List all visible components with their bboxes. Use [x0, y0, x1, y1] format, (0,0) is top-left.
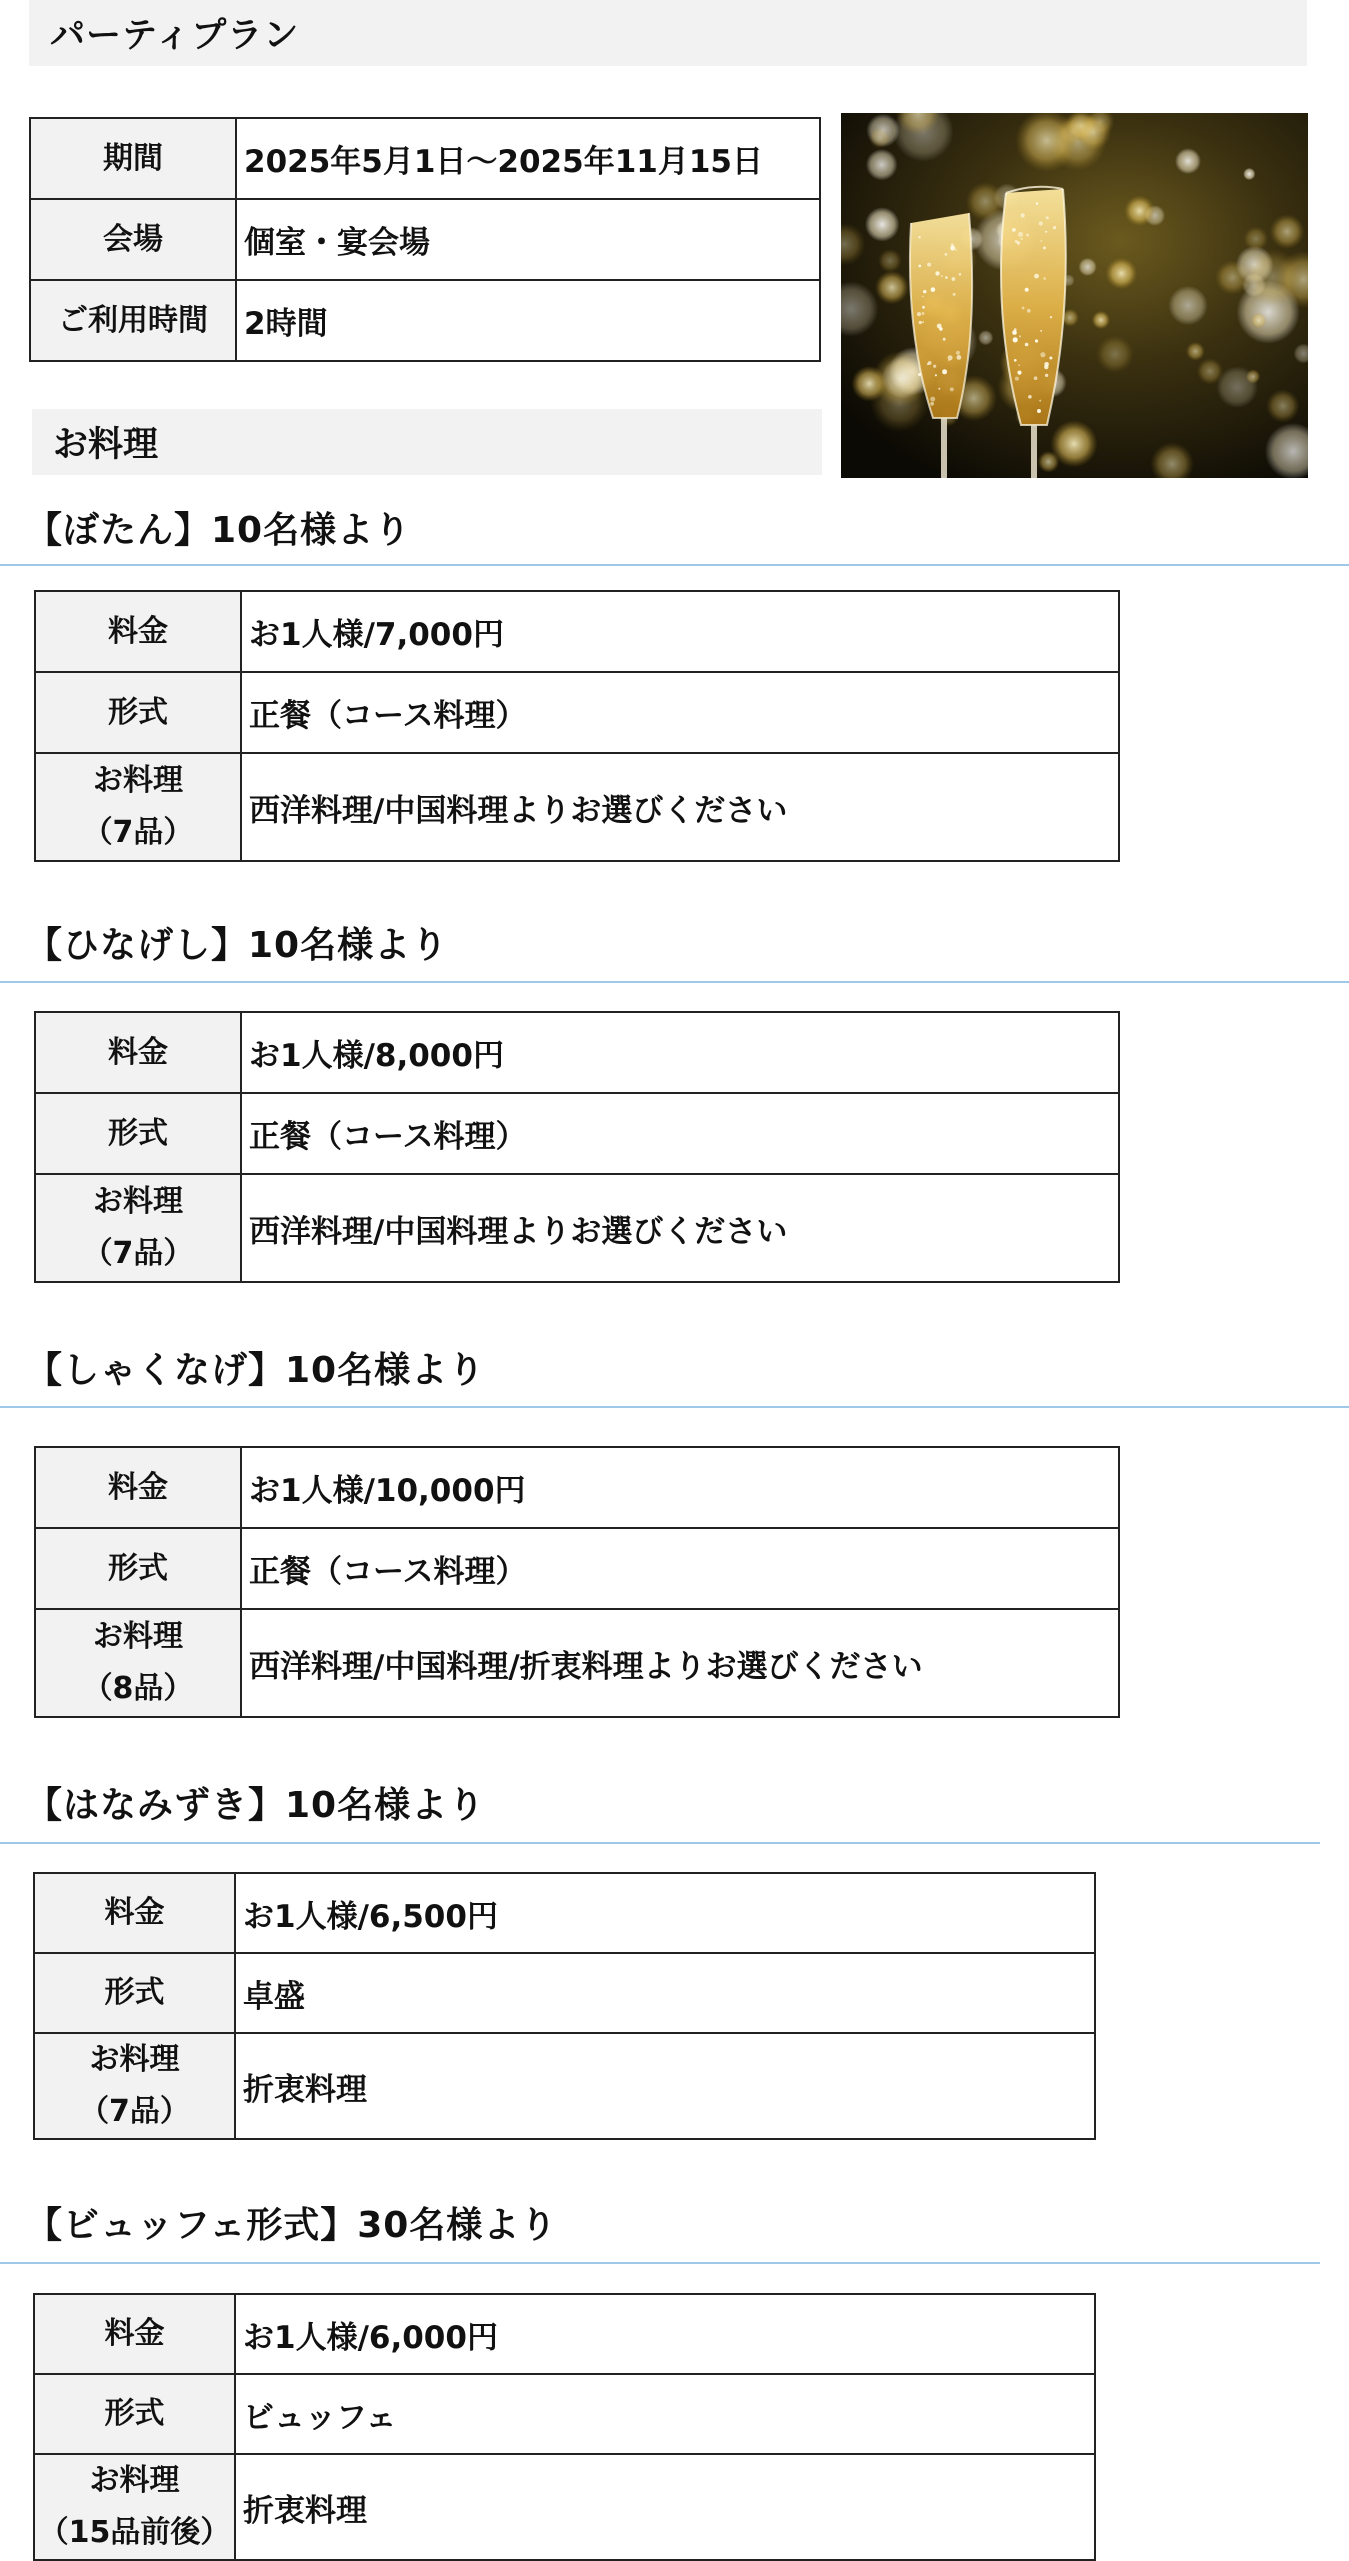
table-value: お1人様/7,000円	[241, 591, 1119, 672]
table-row	[34, 2454, 1095, 2560]
page-title-bar	[29, 0, 1307, 66]
table-value: 西洋料理/中国料理よりお選びください	[241, 1174, 1119, 1282]
table-label: 形式	[35, 672, 241, 753]
table-label: 料金	[34, 2294, 235, 2374]
label-line: （15品前後）	[38, 2515, 231, 2550]
table-row	[35, 591, 1119, 672]
table-label: 形式	[34, 2374, 235, 2454]
table-label	[34, 2033, 235, 2139]
table-value: 卓盛	[235, 1953, 1095, 2033]
label-line: （7品）	[79, 2094, 190, 2129]
table-label	[35, 1609, 241, 1717]
plan-divider	[0, 564, 1349, 566]
table-row	[35, 1528, 1119, 1609]
table-value: 折衷料理	[235, 2033, 1095, 2139]
table-label: 形式	[35, 1528, 241, 1609]
table-row	[35, 1174, 1119, 1282]
table-label: ご利用時間	[30, 280, 236, 361]
plan-divider	[0, 1406, 1349, 1408]
table-row	[30, 118, 820, 199]
table-value: 個室・宴会場	[236, 199, 820, 280]
plan-heading: 【しゃくなげ】10名様より	[26, 1350, 486, 1391]
plan-heading: 【はなみずき】10名様より	[26, 1785, 486, 1826]
label-line: （7品）	[82, 1236, 194, 1271]
label-line: （7品）	[82, 815, 194, 850]
plan-divider	[0, 2262, 1320, 2264]
label-line: お料理	[89, 2463, 180, 2498]
table-value: 2025年5月1日～2025年11月15日	[236, 118, 820, 199]
label-line: お料理	[93, 1619, 183, 1654]
table-row	[35, 1093, 1119, 1174]
table-row	[34, 2374, 1095, 2454]
label-line: （8品）	[82, 1671, 194, 1706]
cuisine-heading-bar	[32, 409, 822, 475]
table-value: ビュッフェ	[235, 2374, 1095, 2454]
table-label	[35, 1174, 241, 1282]
table-row	[30, 280, 820, 361]
table-row	[35, 1012, 1119, 1093]
cuisine-heading: お料理	[53, 425, 159, 465]
label-line: お料理	[93, 763, 183, 798]
table-label: 形式	[35, 1093, 241, 1174]
plan-table	[33, 2293, 1096, 2561]
table-value: 正餐（コース料理）	[241, 1093, 1119, 1174]
plan-divider	[0, 981, 1349, 983]
table-value: お1人様/8,000円	[241, 1012, 1119, 1093]
table-value: 折衷料理	[235, 2454, 1095, 2560]
plan-table	[33, 1872, 1096, 2140]
plan-table	[34, 1446, 1120, 1718]
table-label: 会場	[30, 199, 236, 280]
table-value: 西洋料理/中国料理/折衷料理よりお選びください	[241, 1609, 1119, 1717]
champagne-photo	[841, 113, 1308, 478]
table-row	[35, 1447, 1119, 1528]
plan-heading: 【ひなげし】10名様より	[26, 925, 449, 966]
table-value: お1人様/10,000円	[241, 1447, 1119, 1528]
overview-table	[29, 117, 821, 362]
table-label: 料金	[35, 1012, 241, 1093]
table-row	[34, 2033, 1095, 2139]
table-row	[35, 1609, 1119, 1717]
table-value: 西洋料理/中国料理よりお選びください	[241, 753, 1119, 861]
table-row	[34, 2294, 1095, 2374]
table-label	[34, 2454, 235, 2560]
table-label: 期間	[30, 118, 236, 199]
table-value: 正餐（コース料理）	[241, 1528, 1119, 1609]
plan-table	[34, 1011, 1120, 1283]
plan-heading: 【ぼたん】10名様より	[26, 510, 412, 551]
table-value: 2時間	[236, 280, 820, 361]
label-line: お料理	[89, 2042, 180, 2077]
table-label: 形式	[34, 1953, 235, 2033]
table-row	[35, 753, 1119, 861]
table-label: 料金	[34, 1873, 235, 1953]
table-value: お1人様/6,000円	[235, 2294, 1095, 2374]
label-line: お料理	[93, 1184, 183, 1219]
page-title: パーティプラン	[50, 16, 300, 56]
table-value: 正餐（コース料理）	[241, 672, 1119, 753]
table-row	[35, 672, 1119, 753]
table-label: 料金	[35, 591, 241, 672]
table-row	[34, 1873, 1095, 1953]
plan-divider	[0, 1842, 1320, 1844]
plan-heading: 【ビュッフェ形式】30名様より	[26, 2205, 558, 2246]
plan-table	[34, 590, 1120, 862]
table-label: 料金	[35, 1447, 241, 1528]
table-row	[34, 1953, 1095, 2033]
table-value: お1人様/6,500円	[235, 1873, 1095, 1953]
table-label	[35, 753, 241, 861]
table-row	[30, 199, 820, 280]
